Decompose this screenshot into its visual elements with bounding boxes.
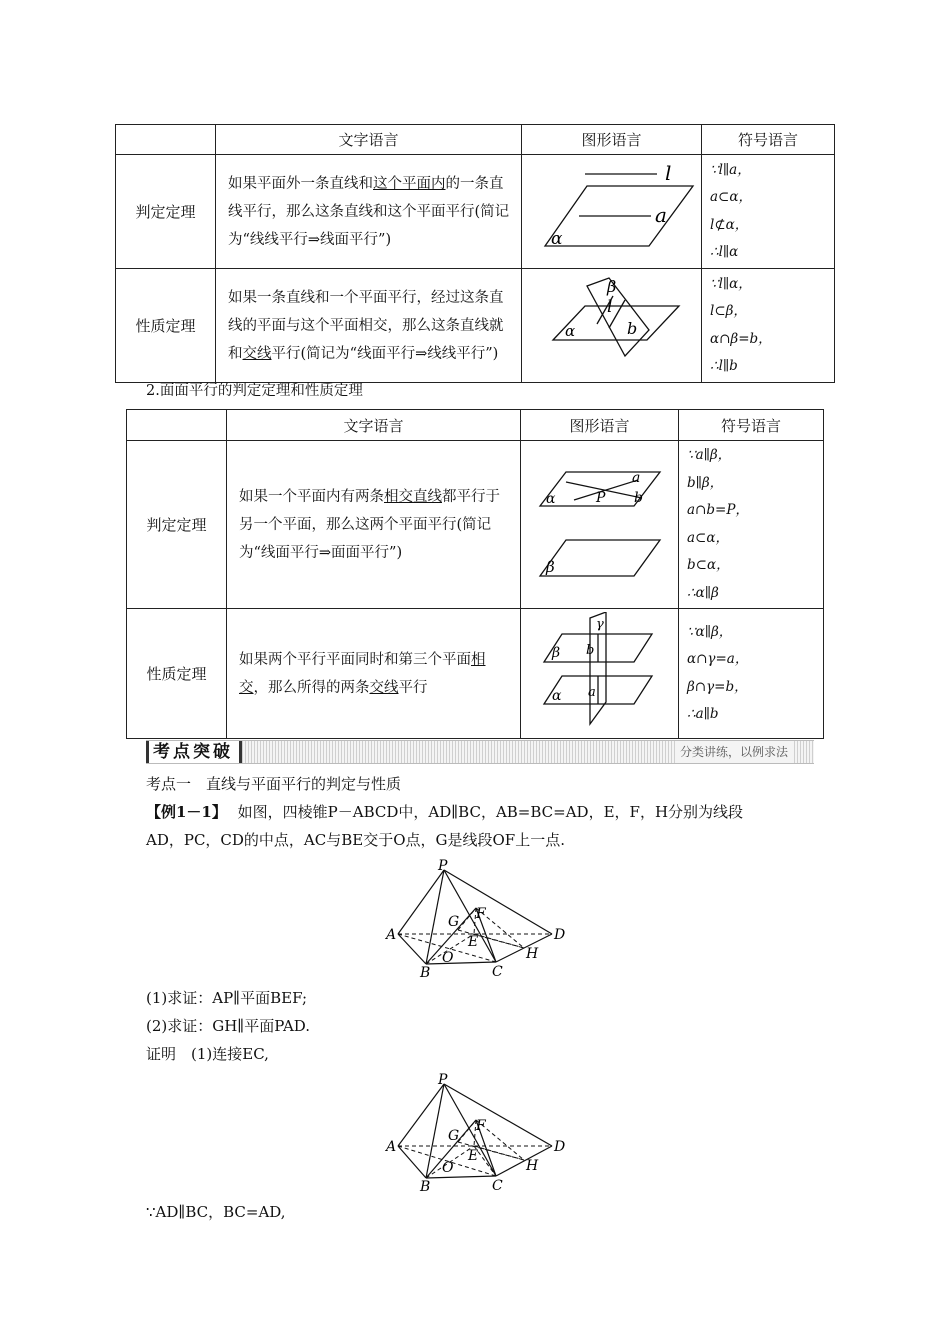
property-figure-cell: [522, 269, 702, 383]
header-symbol-language-2: 符号语言: [679, 410, 824, 441]
plane-property-symbols: ∵α∥β， α∩γ=a， β∩γ=b， ∴a∥b: [679, 609, 824, 739]
row-label-judgment-2: 判定定理: [127, 441, 227, 609]
pyramid-figure-1: [380, 858, 576, 978]
plane-plane-parallel-table: [126, 409, 824, 739]
plane-judgment-text: 如果一个平面内有两条相交直线都平行于另一个平面，那么这两个平面平行(简记为“线面平行⇒面面平行”): [227, 441, 521, 609]
fig2-label-C: C: [492, 1178, 503, 1194]
label-beta-4: β: [551, 644, 560, 661]
section-header-bar: [146, 740, 814, 764]
label-gamma: γ: [595, 616, 604, 632]
label-alpha-2: α: [564, 321, 575, 340]
header-text-language-2: 文字语言: [227, 410, 521, 441]
fig1-label-P: P: [438, 858, 448, 874]
fig2-label-H: H: [526, 1158, 539, 1174]
fig2-label-D: D: [554, 1139, 566, 1155]
fig1-label-A: A: [386, 927, 397, 943]
section-header-subtitle: 分类讲练，以例求法: [676, 741, 792, 763]
corner-cell-2: [127, 410, 227, 441]
row-label-property: 性质定理: [116, 269, 216, 383]
example-tag: 【例1－1】: [146, 803, 227, 821]
fig2-label-B: B: [420, 1179, 431, 1194]
proof-start: 证明 (1)连接EC,: [146, 1045, 269, 1063]
proof-line-2: ∵AD∥BC，BC=AD,: [146, 1203, 286, 1221]
example-line-2: AD，PC，CD的中点，AC与BE交于O点，G是线段OF上一点.: [146, 831, 565, 849]
judgment-theorem-text: 如果平面外一条直线和这个平面内的一条直线平行，那么这条直线和这个平面平行(简记为“线线平行⇒线面平行”): [216, 155, 522, 269]
fig1-label-D: D: [554, 927, 566, 943]
judgment-symbols: ∵l∥a， a⊂α， l⊄α， ∴l∥α: [702, 155, 835, 269]
header-symbol-language: 符号语言: [702, 125, 835, 155]
fig1-label-E: E: [468, 934, 479, 950]
fig2-label-F: F: [476, 1118, 486, 1134]
label-b-3: b: [633, 489, 643, 506]
label-a: a: [654, 202, 667, 227]
label-a-3: a: [631, 469, 640, 486]
pyramid-figure-2: [380, 1072, 576, 1194]
header-figure-language: 图形语言: [522, 125, 702, 155]
label-l: l: [664, 160, 671, 185]
fig2-label-A: A: [386, 1139, 397, 1155]
row-label-property-2: 性质定理: [127, 609, 227, 739]
fig1-label-H: H: [526, 946, 539, 962]
label-alpha-4: α: [551, 687, 561, 704]
row-label-judgment: 判定定理: [116, 155, 216, 269]
fig2-label-G: G: [448, 1128, 460, 1144]
section-header-title: 考点突破: [146, 741, 242, 763]
plane-plane-judgment-diagram: [530, 458, 670, 588]
plane-judgment-symbols: ∵a∥β， b∥β， a∩b=P， a⊂α， b⊂α， ∴α∥β: [679, 441, 824, 609]
label-alpha: α: [550, 228, 562, 249]
fig1-label-B: B: [420, 965, 431, 978]
label-beta: β: [606, 276, 616, 296]
plane-judgment-figure-cell: [521, 441, 679, 609]
label-l-2: l: [606, 296, 612, 317]
property-theorem-text: 如果一条直线和一个平面平行，经过这条直线的平面与这个平面相交，那么这条直线就和交线平行(简记为“线面平行⇒线线平行”): [216, 269, 522, 383]
corner-cell: [116, 125, 216, 155]
line-plane-judgment-diagram: [527, 158, 697, 262]
fig1-label-O: O: [442, 950, 454, 966]
question-1: (1)求证：AP∥平面BEF;: [146, 989, 308, 1007]
example-line-1: 【例1－1】 如图，四棱锥P－ABCD中，AD∥BC，AB=BC=AD，E，F，H分别为线段: [146, 803, 744, 821]
label-b-4: b: [585, 642, 594, 658]
label-alpha-3: α: [545, 490, 555, 507]
fig2-label-P: P: [438, 1072, 448, 1088]
plane-property-figure-cell: [521, 609, 679, 739]
section-2-title: 2.面面平行的判定定理和性质定理: [146, 383, 363, 399]
plane-property-text: 如果两个平行平面同时和第三个平面相交，那么所得的两条交线平行: [227, 609, 521, 739]
fig1-label-C: C: [492, 964, 503, 978]
fig2-label-E: E: [468, 1148, 479, 1164]
topic-1-title: 考点一 直线与平面平行的判定与性质: [146, 775, 402, 793]
judgment-figure-cell: [522, 155, 702, 269]
header-figure-language-2: 图形语言: [521, 410, 679, 441]
line-plane-parallel-table: [115, 124, 835, 383]
property-symbols: ∵l∥α， l⊂β， α∩β=b， ∴l∥b: [702, 269, 835, 383]
plane-plane-property-diagram: [530, 612, 670, 732]
fig2-label-O: O: [442, 1160, 454, 1176]
line-plane-property-diagram: [527, 272, 697, 376]
fig1-label-F: F: [476, 906, 486, 922]
label-b: b: [626, 318, 637, 338]
header-text-language: 文字语言: [216, 125, 522, 155]
question-2: (2)求证：GH∥平面PAD.: [146, 1017, 311, 1035]
label-P: P: [595, 489, 605, 506]
fig1-label-G: G: [448, 914, 460, 930]
label-beta-3: β: [545, 557, 555, 576]
label-a-4: a: [587, 684, 596, 700]
